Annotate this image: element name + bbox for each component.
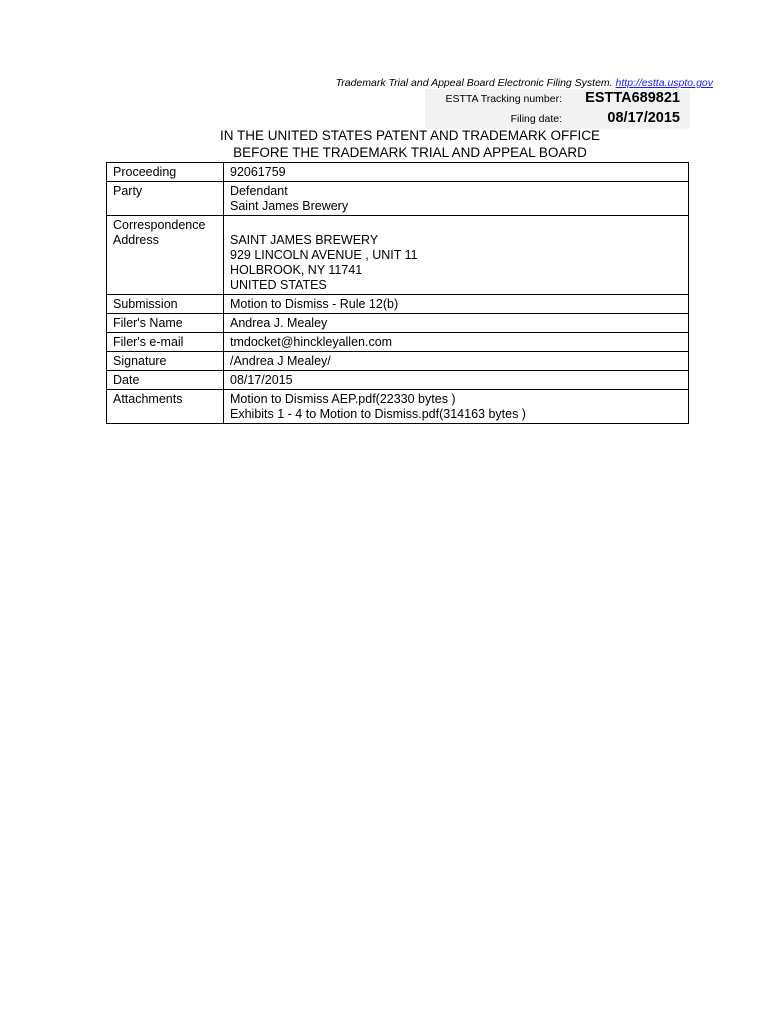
party-value bbox=[224, 182, 689, 216]
submission-label: Submission bbox=[107, 295, 224, 314]
row-date bbox=[107, 371, 689, 390]
tracking-box bbox=[425, 89, 690, 129]
date-value: 08/17/2015 bbox=[224, 371, 689, 390]
address-line-2: 929 LINCOLN AVENUE , UNIT 11 bbox=[230, 248, 418, 262]
party-role: Defendant bbox=[230, 184, 288, 198]
attachment-2: Exhibits 1 - 4 to Motion to Dismiss.pdf(314163 bytes ) bbox=[230, 407, 526, 421]
filing-table bbox=[106, 162, 689, 424]
signature-value: /Andrea J Mealey/ bbox=[224, 352, 689, 371]
system-title: Trademark Trial and Appeal Board Electronic Filing System. bbox=[335, 77, 613, 89]
address-label-line-2: Address bbox=[113, 233, 159, 247]
signature-label: Signature bbox=[107, 352, 224, 371]
row-filer-email bbox=[107, 333, 689, 352]
proceeding-value: 92061759 bbox=[224, 163, 689, 182]
submission-value: Motion to Dismiss - Rule 12(b) bbox=[224, 295, 689, 314]
attachments-value bbox=[224, 390, 689, 424]
date-label: Date bbox=[107, 371, 224, 390]
filing-date-row bbox=[425, 109, 690, 129]
row-attachments bbox=[107, 390, 689, 424]
address-line-4: UNITED STATES bbox=[230, 278, 327, 292]
party-label: Party bbox=[107, 182, 224, 216]
heading-line-1: IN THE UNITED STATES PATENT AND TRADEMARK OFFICE bbox=[219, 128, 601, 143]
filing-date-value: 08/17/2015 bbox=[607, 110, 680, 126]
address-line-3: HOLBROOK, NY 11741 bbox=[230, 263, 363, 277]
address-label bbox=[107, 216, 224, 295]
filing-date-label: Filing date: bbox=[510, 113, 562, 125]
proceeding-label: Proceeding bbox=[107, 163, 224, 182]
address-value bbox=[224, 216, 689, 295]
address-line-1: SAINT JAMES BREWERY bbox=[230, 233, 379, 247]
filer-email-label: Filer's e-mail bbox=[107, 333, 224, 352]
tracking-number-value: ESTTA689821 bbox=[585, 90, 680, 106]
address-label-line-1: Correspondence bbox=[113, 218, 206, 232]
filer-email-value: tmdocket@hinckleyallen.com bbox=[224, 333, 689, 352]
system-header bbox=[336, 77, 713, 89]
party-name: Saint James Brewery bbox=[230, 199, 349, 213]
tracking-number-row bbox=[425, 89, 690, 109]
row-filer-name bbox=[107, 314, 689, 333]
estta-link[interactable]: http://estta.uspto.gov bbox=[615, 77, 713, 89]
row-signature bbox=[107, 352, 689, 371]
attachment-1: Motion to Dismiss AEP.pdf(22330 bytes ) bbox=[230, 392, 456, 406]
row-proceeding bbox=[107, 163, 689, 182]
filer-name-label: Filer's Name bbox=[107, 314, 224, 333]
heading-line-2: BEFORE THE TRADEMARK TRIAL AND APPEAL BOARD bbox=[233, 145, 587, 160]
row-party bbox=[107, 182, 689, 216]
row-address bbox=[107, 216, 689, 295]
row-submission bbox=[107, 295, 689, 314]
attachments-label: Attachments bbox=[107, 390, 224, 424]
tracking-number-label: ESTTA Tracking number: bbox=[445, 93, 562, 105]
filer-name-value: Andrea J. Mealey bbox=[224, 314, 689, 333]
